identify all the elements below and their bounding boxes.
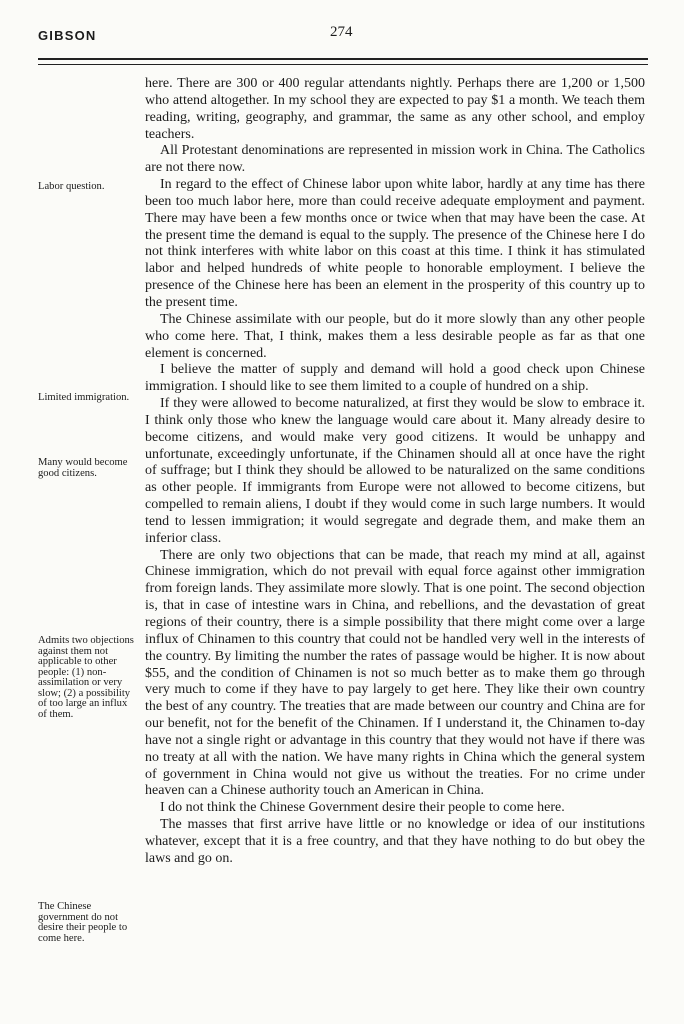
- paragraph: I do not think the Chinese Government desire their people to come here.: [160, 800, 565, 816]
- page-header: [38, 22, 646, 44]
- running-head: GIBSON: [38, 28, 97, 43]
- margin-note-labor-question: Labor question.: [38, 181, 105, 192]
- paragraph: The masses that first arrive have little or no knowledge or idea of our institutions whatever, except that it is a free country, and that they have nothing to do but obey the laws and go on.: [145, 817, 645, 866]
- paragraph: If they were allowed to become naturalized, at first they would be slow to embrace it. I think only those who knew the language would care about it. Many already desire to become citizens, and would make very good citizens. It would be unhappy and unfortunate, exceedingly unfortunate, if the Chinamen should all at once have the right of suffrage; but I think they should be allowed to be naturalized on the same conditions as other people. If immigrants from Europe were not allowed to become citizens, but compelled to remain aliens, I doubt if they would come in such large numbers. It would tend to lessen immigration; it would segregate and degrade them, and make them an inferior class.: [145, 396, 645, 546]
- paragraph: All Protestant denominations are represented in mission work in China. The Catholics are not there now.: [145, 143, 645, 176]
- margin-note-two-objections: Admits two objections against them not applicable to other people: (1) non-assimilation or very slow; (2) a possibility of too large an influx of them.: [38, 635, 134, 720]
- paragraph: I believe the matter of supply and demand will hold a good check upon Chinese immigration. I should like to see them limited to a couple of hundred on a ship.: [145, 362, 645, 395]
- header-rule-thin: [38, 64, 648, 65]
- margin-note-chinese-government: The Chinese government do not desire their people to come here.: [38, 901, 128, 944]
- header-rule: [38, 58, 648, 60]
- page-number: 274: [330, 24, 353, 40]
- paragraph: here. There are 300 or 400 regular attendants nightly. Perhaps there are 1,200 or 1,500 who attend altogether. In my school they are expected to pay $1 a month. We teach them reading, writing, geography, and grammar, the same as any other school, and employ teachers.: [145, 76, 645, 142]
- paragraph: The Chinese assimilate with our people, but do it more slowly than any other people who come here. That, I think, makes them a less desirable people as far as that one element is concerned.: [145, 311, 645, 361]
- body-text: [145, 76, 645, 868]
- margin-note-limited-immigration: Limited immigration.: [38, 392, 130, 403]
- paragraph: There are only two objections that can be made, that reach my mind at all, against Chinese immigration, which do not prevail with equal force against other immigration from foreign lands. They assimilate more slowly. That is one point. The second objection is, that in case of intestine wars in China, and rebellions, and the devastation of great regions of their country, there is a simple possibility that there might come over a large influx of Chinamen to this country that could not be handled very well in the interests of the country. By limiting the number the rates of passage would be higher. It is now about $55, and the condition of Chinamen is not so much better as to make them go through very much to come if they have to pay largely to get here. They like their own country the best of any country. The treaties that are made between our country and China are for our benefit, not for the benefit of the Chinamen. If I understand it, the Chinamen to-day have not a single right or advantage in this country that they would not have if there was no treaty at all with the nation. We have many rights in China which the general system of government in China would not give us without the treaties. For no crime under heaven can a Chinese authority touch an American in China.: [145, 547, 645, 799]
- paragraph: In regard to the effect of Chinese labor upon white labor, hardly at any time has there been too much labor here, more than could receive adequate employment and payment. There may have been a few months once or twice when that may have been the case. At the present time the demand is equal to the supply. The presence of the Chinese here I do not think interferes with white labor on this coast at this time. I think it has stimulated labor and helped hundreds of white people to honorable employment. I believe the presence of the Chinese here has been an element in the prosperity of this country up to the present time.: [145, 177, 645, 310]
- margin-note-good-citizens: Many would become good citizens.: [38, 457, 128, 479]
